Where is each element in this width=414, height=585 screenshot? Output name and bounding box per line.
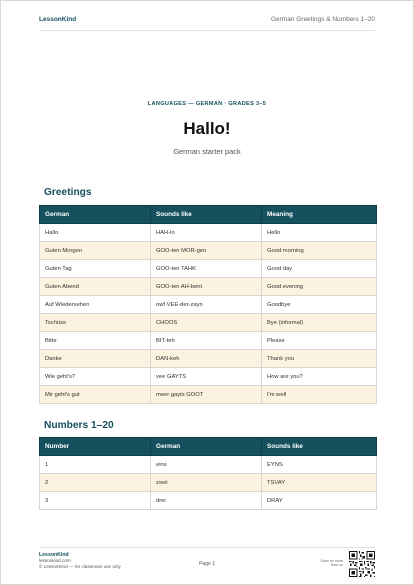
pronunciation: GOO-ten AH-bent <box>151 278 262 296</box>
greetings-heading: Greetings <box>44 187 92 198</box>
pronunciation: HAH-lo <box>151 224 262 242</box>
meaning: Goodbye <box>262 296 377 314</box>
meaning: Good evening <box>262 278 377 296</box>
german-word: Bitte <box>40 332 151 350</box>
german-word: Mir geht's gut <box>40 386 151 404</box>
pronunciation: GOO-ten MOR-gen <box>151 242 262 260</box>
number-digit: 1 <box>40 456 151 474</box>
table-row <box>40 332 377 350</box>
number-digit: 3 <box>40 492 151 510</box>
german-word: Wie geht's? <box>40 368 151 386</box>
table-row <box>40 242 377 260</box>
footer-url: lessonkind.com <box>39 558 71 564</box>
table-row <box>40 278 377 296</box>
column-header: Sounds like <box>151 206 262 224</box>
header-brand: LessonKind <box>39 16 77 23</box>
table-row <box>40 350 377 368</box>
pronunciation: EYNS <box>262 456 377 474</box>
meaning: Please <box>262 332 377 350</box>
greetings-table <box>39 205 377 404</box>
table-row <box>40 474 377 492</box>
table-header-row <box>40 438 377 456</box>
german-word: Hallo <box>40 224 151 242</box>
table-row <box>40 296 377 314</box>
column-header: German <box>40 206 151 224</box>
table-row <box>40 368 377 386</box>
meaning: Bye (informal) <box>262 314 377 332</box>
column-header: German <box>151 438 262 456</box>
column-header: Number <box>40 438 151 456</box>
pronunciation: TSVAY <box>262 474 377 492</box>
numbers-table <box>39 437 377 510</box>
pronunciation: DAN-keh <box>151 350 262 368</box>
number-digit: 2 <box>40 474 151 492</box>
table-row <box>40 260 377 278</box>
page-subtitle: German starter pack <box>173 147 241 156</box>
table-row <box>40 314 377 332</box>
table-header-row <box>40 206 377 224</box>
german-word: Auf Wiedersehen <box>40 296 151 314</box>
pronunciation: owf VEE-der-zayn <box>151 296 262 314</box>
qr-code-icon <box>349 551 375 577</box>
german-word: Guten Morgen <box>40 242 151 260</box>
header-doc-title: German Greetings & Numbers 1–20 <box>270 16 375 23</box>
german-number: drei <box>151 492 262 510</box>
footer-brand: LessonKind <box>39 552 69 558</box>
column-header: Meaning <box>262 206 377 224</box>
pronunciation: DRAY <box>262 492 377 510</box>
german-number: zwei <box>151 474 262 492</box>
pronunciation: vee GAYTS <box>151 368 262 386</box>
footer-divider <box>39 547 375 548</box>
footer-copyright: © LessonKind — for classroom use only <box>39 564 121 570</box>
meaning: Good day <box>262 260 377 278</box>
meaning: Good morning <box>262 242 377 260</box>
meaning: I'm well <box>262 386 377 404</box>
pronunciation: BIT-teh <box>151 332 262 350</box>
german-word: Guten Abend <box>40 278 151 296</box>
table-row <box>40 224 377 242</box>
page-title: Hallo! <box>183 119 231 138</box>
page-number: Page 1 <box>199 561 215 567</box>
pronunciation: CHOOS <box>151 314 262 332</box>
header-divider <box>39 30 375 31</box>
qr-scan-note: Scan for more from us <box>320 559 343 568</box>
meaning: How are you? <box>262 368 377 386</box>
numbers-heading: Numbers 1–20 <box>44 420 114 431</box>
german-number: eins <box>151 456 262 474</box>
page-header <box>39 16 375 23</box>
table-row <box>40 456 377 474</box>
german-word: Tschüss <box>40 314 151 332</box>
subject-eyebrow: LANGUAGES — GERMAN · GRADES 3–5 <box>147 101 267 107</box>
german-word: Danke <box>40 350 151 368</box>
column-header: Sounds like <box>262 438 377 456</box>
german-word: Guten Tag <box>40 260 151 278</box>
meaning: Hello <box>262 224 377 242</box>
pronunciation: meer gayts GOOT <box>151 386 262 404</box>
pronunciation: GOO-ten TAHK <box>151 260 262 278</box>
meaning: Thank you <box>262 350 377 368</box>
table-row <box>40 492 377 510</box>
table-row <box>40 386 377 404</box>
